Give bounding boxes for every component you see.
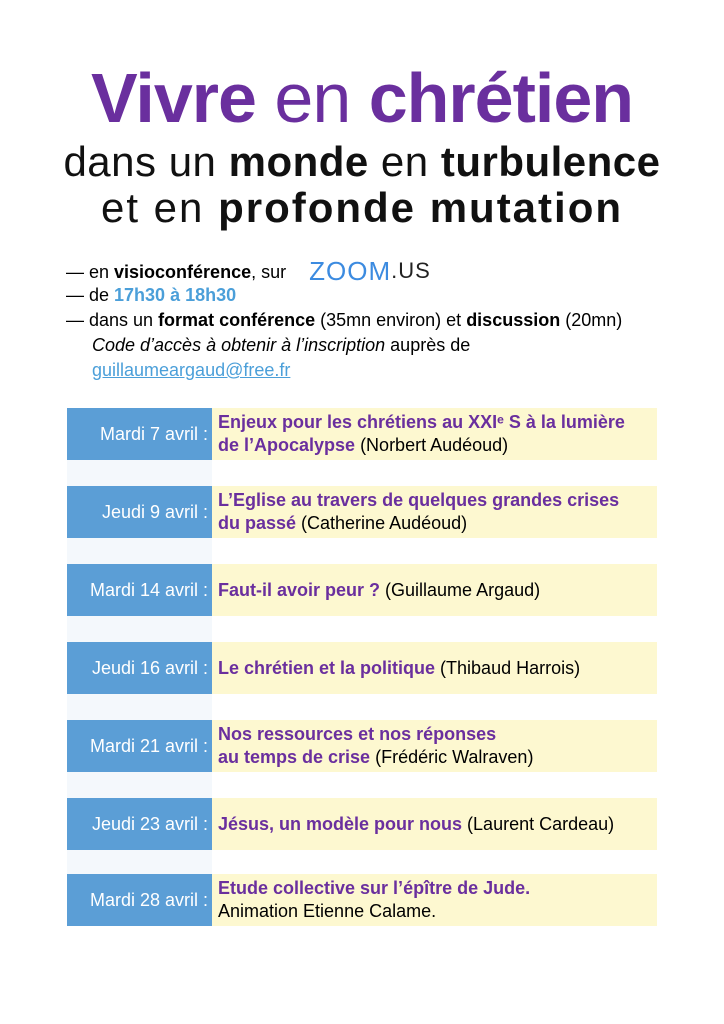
session-row — [67, 564, 657, 616]
session-row — [67, 642, 657, 694]
row-gap — [67, 850, 212, 876]
session-title: L’Eglise au travers de quelques grandes crises — [218, 490, 620, 510]
subtitle-bold: monde — [228, 138, 369, 185]
session-date: Jeudi 16 avril : — [67, 642, 212, 694]
info-line-structure — [66, 308, 666, 333]
row-gap — [67, 538, 212, 564]
session-topic — [212, 874, 657, 926]
session-date: Mardi 14 avril : — [67, 564, 212, 616]
zoom-logo-suffix: .US — [391, 258, 431, 283]
session-title: de l’Apocalypse — [218, 435, 356, 455]
info-bold: discussion — [466, 310, 561, 330]
session-row — [67, 408, 657, 460]
row-gap — [67, 694, 212, 720]
info-text: (35mn environ) et — [315, 310, 467, 330]
session-title: Faut-il avoir peur ? — [218, 579, 381, 600]
info-bold: format conférence — [158, 310, 316, 330]
session-topic — [212, 564, 657, 616]
subtitle-line-1 — [0, 138, 724, 186]
session-title: Jésus, un modèle pour nous — [218, 813, 463, 834]
row-gap — [67, 460, 212, 486]
session-speaker: (Thibaud Harrois) — [435, 657, 581, 678]
info-text: — dans un — [66, 310, 159, 330]
info-line-access — [66, 333, 666, 358]
session-title: Nos ressources et nos réponses — [218, 724, 497, 744]
session-date: Jeudi 9 avril : — [67, 486, 212, 538]
session-speaker: (Catherine Audéoud) — [296, 513, 468, 533]
start-time: 17h30 — [114, 285, 166, 305]
session-speaker: (Laurent Cardeau) — [462, 813, 615, 834]
subtitle-text: en — [368, 138, 441, 185]
info-bold: visioconférence — [114, 262, 252, 282]
session-date: Mardi 7 avril : — [67, 408, 212, 460]
title-word-vivre: Vivre — [90, 59, 256, 137]
session-row — [67, 798, 657, 850]
session-row — [67, 486, 657, 538]
title-word-en: en — [255, 59, 369, 137]
session-row — [67, 874, 657, 926]
session-topic — [212, 408, 657, 460]
subtitle-line-2 — [0, 184, 724, 232]
info-line-time — [66, 283, 666, 308]
info-text: — de — [66, 285, 115, 305]
session-speaker: (Frédéric Walraven) — [370, 747, 534, 767]
event-info — [66, 258, 666, 383]
session-topic — [212, 720, 657, 772]
session-title: du passé — [218, 513, 297, 533]
subtitle-text: dans un — [63, 138, 229, 185]
zoom-logo-text: ZOOM — [309, 256, 392, 286]
row-gap — [67, 772, 212, 798]
session-speaker: (Norbert Audéoud) — [355, 435, 509, 455]
session-date: Mardi 21 avril : — [67, 720, 212, 772]
subtitle-bold: profonde mutation — [218, 184, 624, 231]
session-title: au temps de crise — [218, 747, 371, 767]
info-text: — en — [66, 262, 115, 282]
main-title — [0, 58, 724, 138]
row-gap — [67, 616, 212, 642]
session-title: Etude collective sur l’épître de Jude. — [218, 878, 531, 898]
session-title: Le chrétien et la politique — [218, 657, 436, 678]
info-text: auprès de — [385, 335, 471, 355]
contact-email-link[interactable]: guillaumeargaud@free.fr — [92, 360, 291, 380]
session-topic — [212, 486, 657, 538]
time-separator: à — [165, 285, 186, 305]
access-code-note: Code d’accès à obtenir à l’inscription — [92, 335, 386, 355]
session-speaker: Animation Etienne Calame. — [218, 901, 437, 921]
info-line-format — [66, 256, 666, 286]
session-date: Jeudi 23 avril : — [67, 798, 212, 850]
zoom-logo — [309, 256, 392, 286]
subtitle-bold: turbulence — [440, 138, 661, 185]
session-date: Mardi 28 avril : — [67, 874, 212, 926]
subtitle-text: et en — [100, 184, 219, 231]
info-text: , sur — [251, 262, 287, 282]
session-topic — [212, 642, 657, 694]
session-speaker: (Guillaume Argaud) — [380, 579, 541, 600]
end-time: 18h30 — [185, 285, 237, 305]
info-text: (20mn) — [560, 310, 623, 330]
title-word-chretien: chrétien — [368, 59, 634, 137]
session-row — [67, 720, 657, 772]
session-topic — [212, 798, 657, 850]
info-line-email — [66, 358, 666, 383]
session-title: Enjeux pour les chrétiens au XXIᵉ S à la lumière — [218, 412, 625, 432]
